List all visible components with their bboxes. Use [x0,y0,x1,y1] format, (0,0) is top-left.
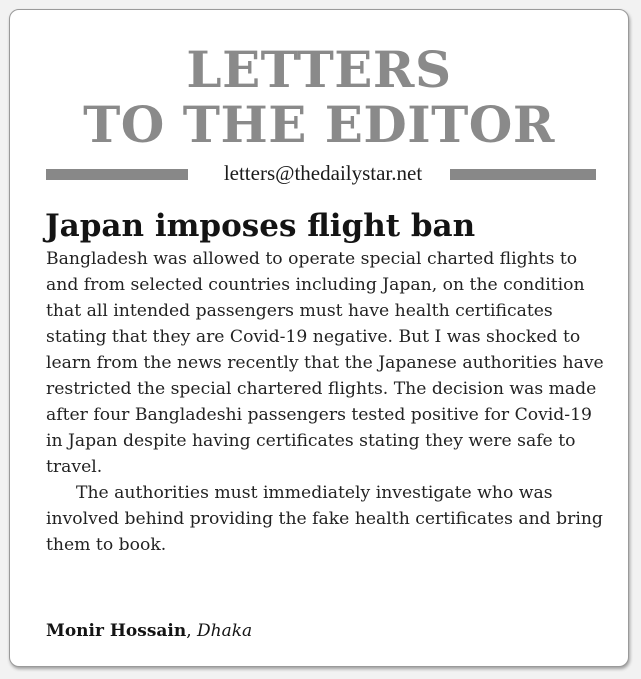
right-rule [450,169,596,180]
letter-paragraph-2: The authorities must immediately investigate who was involved behind providing the fake health certificates and bring them to book. [46,483,603,555]
editor-email: letters@thedailystar.net [223,161,423,185]
author-name: Monir Hossain [46,621,187,641]
signature-separator: , [186,621,198,641]
letter-paragraph-1: Bangladesh was allowed to operate special charted flights to and from selected countries including Japan, on the condition that all intended passengers must have health certificates stating that they are Covid-19 negative. But I was shocked to learn from the news recently that the Japanese authorities have restricted the special chartered flights. The decision was made after four Bangladeshi passengers tested positive for Covid-19 in Japan despite having certificates stating they were safe to travel. [46,249,604,477]
letter-body [46,246,606,558]
letter-headline: Japan imposes flight ban [45,208,476,244]
email-row [46,160,596,186]
section-title-line1: LETTERS [186,40,452,99]
author-location: Dhaka [197,621,253,641]
letters-card [9,9,629,667]
section-title-line2: TO THE EDITOR [83,95,555,154]
left-rule [46,169,188,180]
letter-signature [46,619,252,643]
